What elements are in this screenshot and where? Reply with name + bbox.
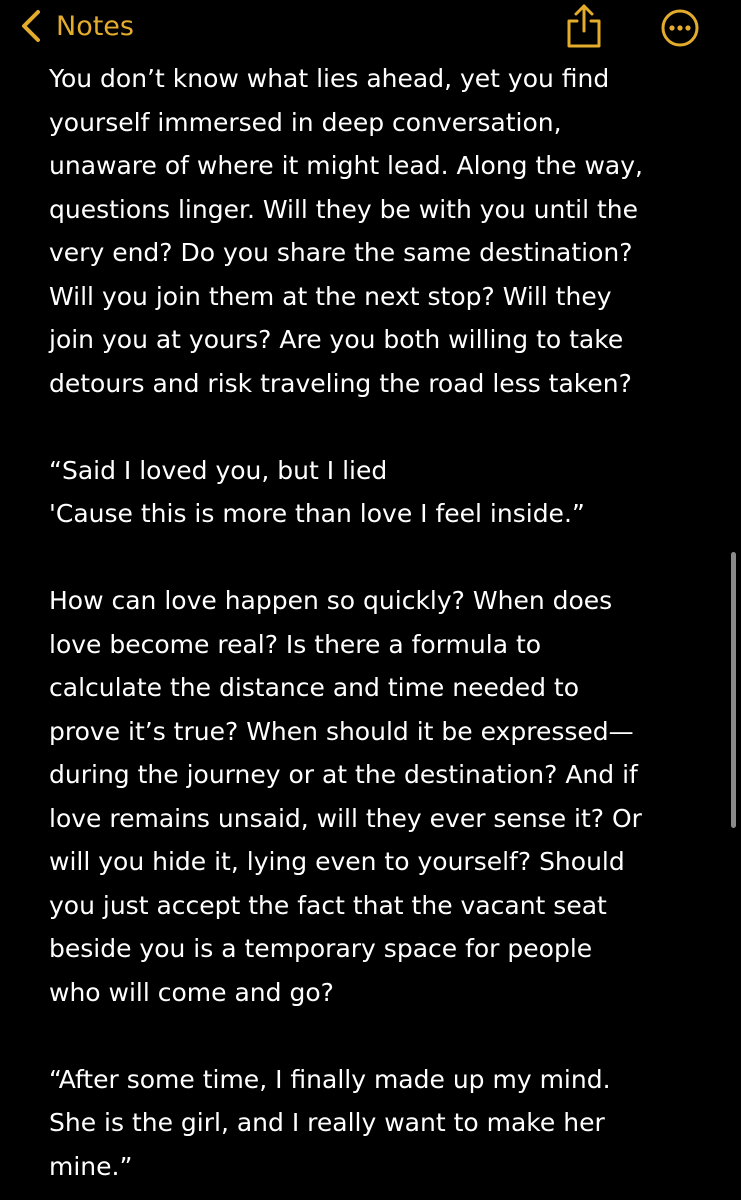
note-line: very end? Do you share the same destination?	[49, 238, 633, 267]
more-options-icon	[660, 8, 700, 48]
share-icon	[562, 2, 606, 50]
note-line: How can love happen so quickly? When does	[49, 586, 613, 615]
more-options-button[interactable]	[660, 8, 700, 48]
note-line: “After some time, I finally made up my mind.	[49, 1064, 611, 1094]
note-line: questions linger. Will they be with you until the	[49, 194, 638, 224]
note-line	[49, 405, 729, 449]
note-line: beside you is a temporary space for people	[49, 934, 593, 963]
note-line: you just accept the fact that the vacant seat	[49, 890, 607, 920]
note-line: prove it’s true? When should it be expressed—	[49, 716, 634, 746]
note-line: mine.”	[49, 1151, 133, 1181]
note-line: love remains unsaid, will they ever sense it? Or	[49, 803, 642, 833]
chevron-left-icon	[18, 8, 46, 44]
note-line: “Said I loved you, but I lied	[49, 455, 388, 485]
note-line: She is the girl, and I really want to make her	[49, 1108, 605, 1137]
note-line: 'Cause this is more than love I feel inside.”	[49, 499, 585, 528]
note-line	[49, 1014, 729, 1058]
note-line: join you at yours? Are you both willing to take	[49, 325, 624, 354]
note-line: calculate the distance and time needed to	[49, 673, 580, 702]
note-line: You don’t know what lies ahead, yet you find	[49, 64, 610, 93]
note-line	[49, 536, 729, 580]
navigation-bar	[0, 0, 741, 56]
note-line: yourself immersed in deep conversation,	[49, 107, 562, 137]
back-label: Notes	[56, 10, 134, 42]
share-button[interactable]	[562, 2, 606, 50]
note-line: unaware of where it might lead. Along the way,	[49, 151, 643, 180]
back-button[interactable]	[18, 6, 134, 46]
note-line: detours and risk traveling the road less taken?	[49, 368, 632, 398]
note-line: who will come and go?	[49, 977, 334, 1007]
note-line: will you hide it, lying even to yourself? Should	[49, 847, 625, 876]
note-line: love become real? Is there a formula to	[49, 629, 542, 659]
scroll-indicator[interactable]	[731, 552, 736, 828]
note-line: Will you join them at the next stop? Will they	[49, 281, 612, 311]
note-text[interactable]	[49, 57, 729, 1188]
note-line: during the journey or at the destination? And if	[49, 760, 638, 789]
